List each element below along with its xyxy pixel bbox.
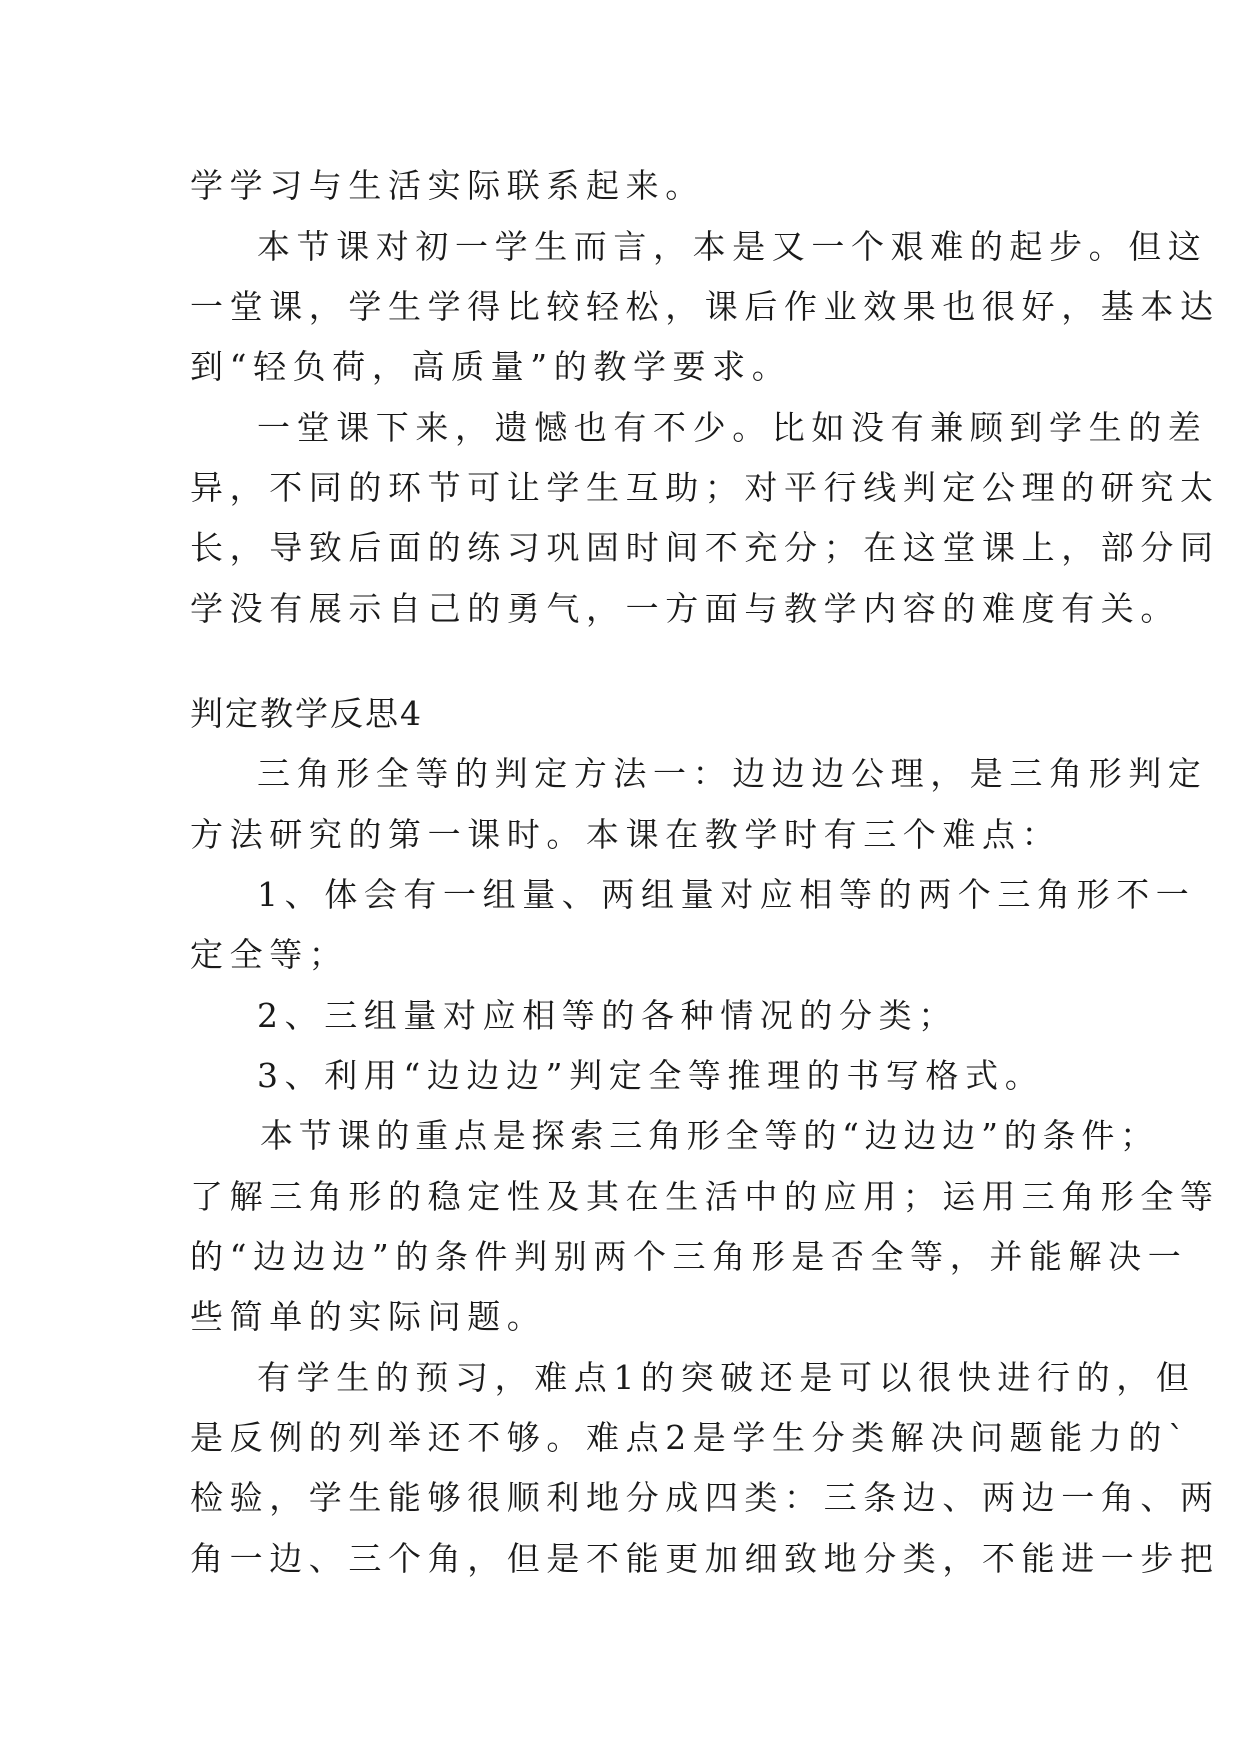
text-line: 了解三角形的稳定性及其在生活中的应用；运用三角形全等 xyxy=(190,1177,1220,1216)
text-line: 三角形全等的判定方法一：边边边公理，是三角形判定 xyxy=(257,754,1208,793)
list-item: 2、三组量对应相等的各种情况的分类； xyxy=(257,996,958,1035)
text-line: 一堂课下来，遗憾也有不少。比如没有兼顾到学生的差 xyxy=(257,408,1208,447)
text-line: 一堂课，学生学得比较轻松，课后作业效果也很好，基本达 xyxy=(190,287,1220,326)
text-line: 到“轻负荷，高质量”的教学要求。 xyxy=(190,347,792,386)
section-heading: 判定教学反思4 xyxy=(190,694,423,733)
text-line: 角一边、三个角，但是不能更加细致地分类，不能进一步把 xyxy=(190,1539,1220,1578)
text-line: 异，不同的环节可让学生互助；对平行线判定公理的研究太 xyxy=(190,468,1220,507)
text-line: 本节课对初一学生而言，本是又一个艰难的起步。但这 xyxy=(257,227,1208,266)
text-line: 方法研究的第一课时。本课在教学时有三个难点： xyxy=(190,815,1062,854)
text-line: 定全等； xyxy=(190,935,349,974)
text-line: 些简单的实际问题。 xyxy=(190,1297,547,1336)
text-line: 本节课的重点是探索三角形全等的“边边边”的条件； xyxy=(260,1116,1159,1155)
list-item: 3、利用“边边边”判定全等推理的书写格式。 xyxy=(257,1056,1045,1095)
list-item: 1、体会有一组量、两组量对应相等的两个三角形不一 xyxy=(257,875,1196,914)
text-line: 检验，学生能够很顺利地分成四类：三条边、两边一角、两 xyxy=(190,1478,1220,1517)
text-line: 的“边边边”的条件判别两个三角形是否全等，并能解决一 xyxy=(190,1237,1188,1276)
text-line: 是反例的列举还不够。难点2是学生分类解决问题能力的` xyxy=(190,1418,1192,1457)
text-line: 长，导致后面的练习巩固时间不充分；在这堂课上，部分同 xyxy=(190,528,1220,567)
text-line: 有学生的预习，难点1的突破还是可以很快进行的，但 xyxy=(257,1358,1196,1397)
text-line: 学没有展示自己的勇气，一方面与教学内容的难度有关。 xyxy=(190,589,1180,628)
text-line: 学学习与生活实际联系起来。 xyxy=(190,166,705,205)
